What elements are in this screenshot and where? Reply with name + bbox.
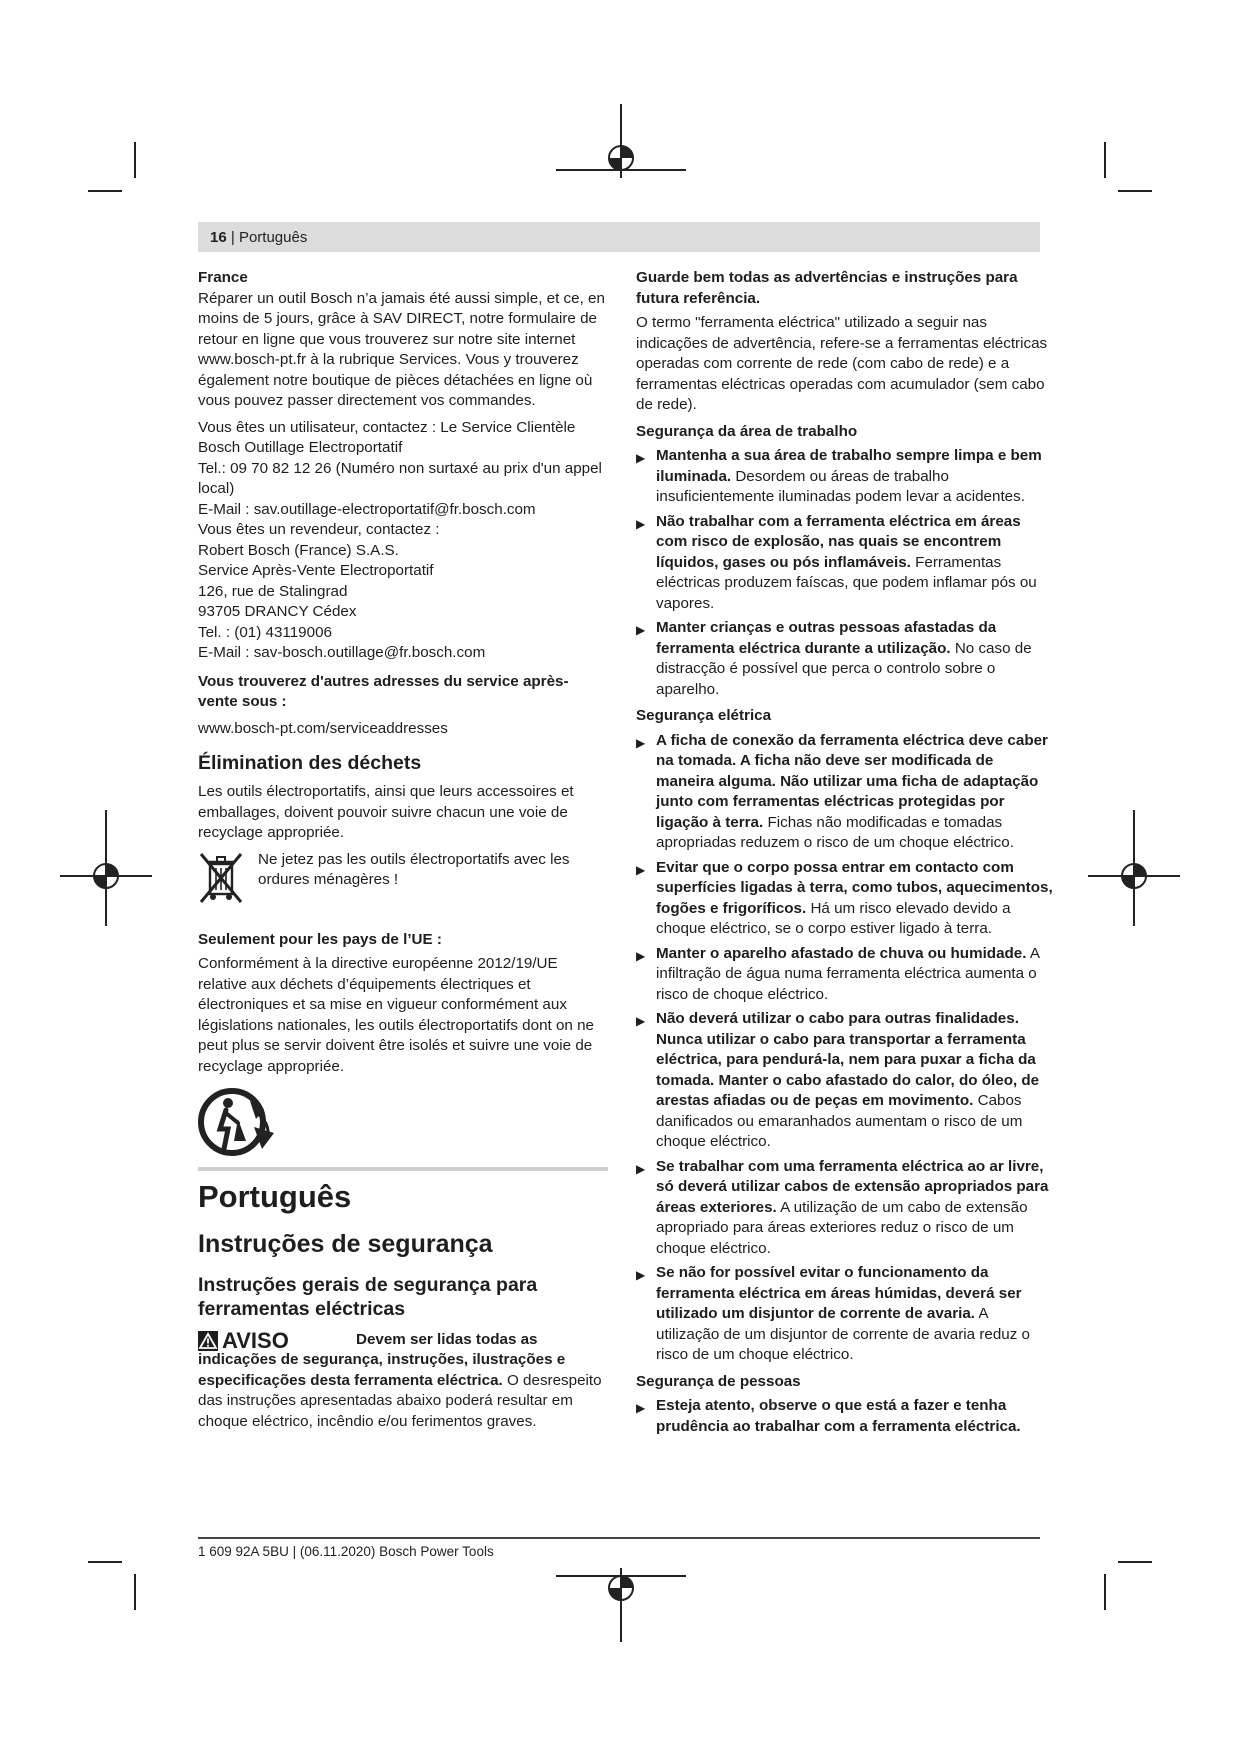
warning-label-text: AVISO (222, 1328, 289, 1353)
contact-line: Robert Bosch (France) S.A.S. (198, 541, 399, 559)
contact-line: 126, rue de Stalingrad (198, 582, 348, 600)
list-item-text: Desordem ou áreas de trabalho insuficientemente iluminadas podem levar a acidentes. (656, 467, 1025, 505)
ue-heading: Seulement pour les pays de l’UE : (198, 930, 442, 948)
page-header (210, 229, 307, 246)
list-item (636, 731, 1054, 854)
work-area-heading: Segurança da área de trabalho (636, 422, 858, 440)
header-separator: | (230, 229, 235, 246)
service-url: www.bosch-pt.com/serviceaddresses (198, 719, 448, 737)
list-item (636, 1263, 1054, 1366)
list-item-bold: Não trabalhar com a ferramenta eléctrica em áreas com risco de explosão, nas quais se encontrem líquidos, gases ou pós inflamáveis. (656, 512, 1021, 571)
crossed-bin-icon (198, 850, 244, 906)
section-divider (198, 1167, 608, 1171)
list-item (636, 858, 1054, 940)
crop-mark (1104, 142, 1106, 178)
bullet-triangle-icon: ▶ (636, 948, 646, 963)
list-item-text: A utilização de um cabo de extensão apropriado para áreas exteriores reduz o risco de um choque eléctrico. (656, 1198, 1028, 1257)
list-item (636, 1396, 1054, 1437)
list-item-text: No caso de distracção é possível que perca o controlo sobre o aparelho. (656, 639, 1032, 698)
contact-line: E-Mail : sav-bosch.outillage@fr.bosch.com (198, 644, 486, 661)
page-number: 16 (210, 229, 227, 246)
list-item-bold: Manter crianças e outras pessoas afastadas da ferramenta eléctrica durante a utilização. (656, 619, 997, 657)
general-safety-heading: Instruções gerais de segurança para ferramentas eléctricas (198, 1274, 538, 1320)
list-item-bold: Esteja atento, observe o que está a fazer e tenha prudência ao trabalhar com a ferramenta eléctrica. (656, 1397, 1021, 1435)
list-item (636, 618, 1054, 700)
contact-line: Vous êtes un utilisateur, contactez : Le Service Clientèle (198, 418, 576, 436)
bullet-triangle-icon: ▶ (636, 735, 646, 750)
registration-crosshair-icon (1088, 810, 1180, 926)
tidyman-recycle-icon (198, 1083, 280, 1161)
list-item-bold: Mantenha a sua área de trabalho sempre limpa e bem iluminada. (656, 447, 1042, 485)
bullet-triangle-icon: ▶ (636, 623, 646, 637)
elimination-heading: Élimination des déchets (198, 752, 422, 774)
keep-instructions-heading: Guarde bem todas as advertências e instruções para futura referência. (636, 269, 1018, 307)
list-item-text: Há um risco elevado devido a choque eléctrico, se o corpo estiver ligado à terra. (656, 899, 1011, 937)
contact-line: 93705 DRANCY Cédex (198, 603, 357, 620)
bullet-triangle-icon: ▶ (636, 1014, 646, 1028)
list-item-bold: Evitar que o corpo possa entrar em contacto com superfícies ligadas à terra, como tubos, aquecimentos, fogões e frigoríficos. (656, 858, 1053, 917)
weee-text: Ne jetez pas les outils électroportatifs avec les ordures ménagères ! (258, 850, 570, 888)
crop-mark (1118, 1561, 1152, 1563)
contact-line: Tel.: 09 70 82 12 26 (Numéro non surtaxé au prix d'un appel local) (198, 459, 602, 497)
term-definition-paragraph: O termo "ferramenta eléctrica" utilizado a seguir nas indicações de advertência, refere-se a ferramentas eléctricas operadas com corrente de rede (com cabo de rede) e a ferramentas eléctricas operadas com acumulador (sem cabo de rede). (636, 314, 1048, 413)
warning-triangle-icon (198, 1331, 218, 1351)
list-item (636, 1157, 1054, 1260)
right-column (636, 268, 1054, 1441)
list-item-text: Ferramentas eléctricas produzem faíscas, que podem inflamar pós ou vapores. (656, 553, 1037, 612)
list-item-text: Fichas não modificadas e tomadas apropriadas reduzem o risco de um choque eléctrico. (656, 813, 1014, 851)
warning-label (198, 1329, 356, 1352)
crop-mark (88, 190, 122, 192)
list-item-text: A utilização de um disjuntor de corrente de avaria reduz o risco de um choque eléctrico. (656, 1305, 1030, 1363)
bullet-triangle-icon: ▶ (636, 1161, 646, 1176)
contact-line: E-Mail : sav.outillage-electroportatif@fr.bosch.com (198, 500, 536, 518)
bullet-triangle-icon: ▶ (636, 1401, 646, 1415)
personal-safety-heading: Segurança de pessoas (636, 1372, 801, 1390)
crop-mark (88, 1561, 122, 1563)
list-item-text: Cabos danificados ou emaranhados aumentam o risco de um choque eléctrico. (656, 1092, 1023, 1150)
warning-text: O desrespeito das instruções apresentadas abaixo poderá resultar em choque eléctrico, incêndio e/ou ferimentos graves. (198, 1371, 602, 1430)
header-language: Português (238, 229, 308, 246)
france-heading: France (198, 269, 248, 286)
elimination-paragraph: Les outils électroportatifs, ainsi que leurs accessoires et emballages, doivent pouvoir suivre chacun une voie de recyclage appropriée. (198, 783, 574, 841)
registration-crosshair-icon (556, 104, 686, 194)
list-item-bold: Se trabalhar com uma ferramenta eléctrica ao ar livre, só deverá utilizar cabos de extensão apropriados para áreas exteriores. (656, 1157, 1049, 1216)
list-item-bold: Se não for possível evitar o funcionamento da ferramenta eléctrica em áreas húmidas, deverá ser utilizado um disjuntor de corrente de avaria. (656, 1264, 1022, 1322)
bullet-triangle-icon: ▶ (636, 862, 646, 877)
bullet-triangle-icon: ▶ (636, 451, 646, 465)
contact-line: Tel. : (01) 43119006 (198, 623, 332, 641)
electrical-safety-heading: Segurança elétrica (636, 707, 772, 724)
ue-paragraph: Conformément à la directive européenne 2012/19/UE relative aux déchets d’équipements électriques et électroniques et sa mise en vigueur conformément aux législations nationales, les outils électroportatifs dont on ne peut plus se servir doivent être isolés et suivre une voie de recyclage appropriée. (198, 955, 594, 1075)
bullet-triangle-icon: ▶ (636, 1268, 646, 1282)
contact-line: Service Après-Vente Electroportatif (198, 562, 434, 579)
language-heading: Português (198, 1179, 352, 1214)
crop-mark (134, 142, 136, 178)
bullet-triangle-icon: ▶ (636, 516, 646, 531)
list-item (636, 944, 1054, 1006)
france-contacts (198, 418, 608, 664)
footer-text: 1 609 92A 5BU | (06.11.2020) Bosch Power Tools (198, 1544, 494, 1559)
list-item (636, 1009, 1054, 1153)
contact-line: Vous êtes un revendeur, contactez : (198, 521, 440, 538)
weee-notice (198, 850, 608, 906)
list-item-text: A infiltração de água numa ferramenta eléctrica aumenta o risco de choque eléctrico. (656, 944, 1040, 1003)
list-item-bold: Manter o aparelho afastado de chuva ou humidade. (656, 944, 1027, 962)
contact-line: Bosch Outillage Electroportatif (198, 439, 403, 456)
left-column (198, 268, 608, 1432)
warning-bold-text: Devem ser lidas todas as indicações de segurança, instruções, ilustrações e especificações desta ferramenta eléctrica. (198, 1330, 566, 1389)
crop-mark (1118, 190, 1152, 192)
page-header-bar (198, 222, 1040, 252)
service-heading: Vous trouverez d'autres adresses du service après-vente sous : (198, 672, 569, 710)
list-item-bold: A ficha de conexão da ferramenta eléctrica deve caber na tomada. A ficha não deve ser modificada de maneira alguma. Não utilizar uma ficha de adaptação junto com ferramentas eléctricas protegidas por ligação à terra. (656, 731, 1048, 831)
safety-heading: Instruções de segurança (198, 1230, 493, 1258)
footer-rule (198, 1537, 1040, 1539)
list-item-bold: Não deverá utilizar o cabo para outras finalidades. Nunca utilizar o cabo para transportar a ferramenta eléctrica, para pendurá-la, nem para puxar a ficha da tomada. Manter o cabo afastado do calor, do óleo, de arestas afiadas ou de peças em movimento. (656, 1010, 1040, 1109)
list-item (636, 512, 1054, 615)
registration-crosshair-icon (60, 810, 152, 926)
france-paragraph: Réparer un outil Bosch n’a jamais été aussi simple, et ce, en moins de 5 jours, grâce à SAV DIRECT, notre formulaire de retour en ligne que vous trouverez sur notre site internet www.bosch-pt.fr à la rubrique Services. Vous y trouverez également notre boutique de pièces détachées en ligne où vous pouvez passer directement vos commandes. (198, 289, 605, 409)
crop-mark (134, 1574, 136, 1610)
list-item (636, 446, 1054, 508)
crop-mark (1104, 1574, 1106, 1610)
registration-crosshair-icon (556, 1568, 686, 1642)
